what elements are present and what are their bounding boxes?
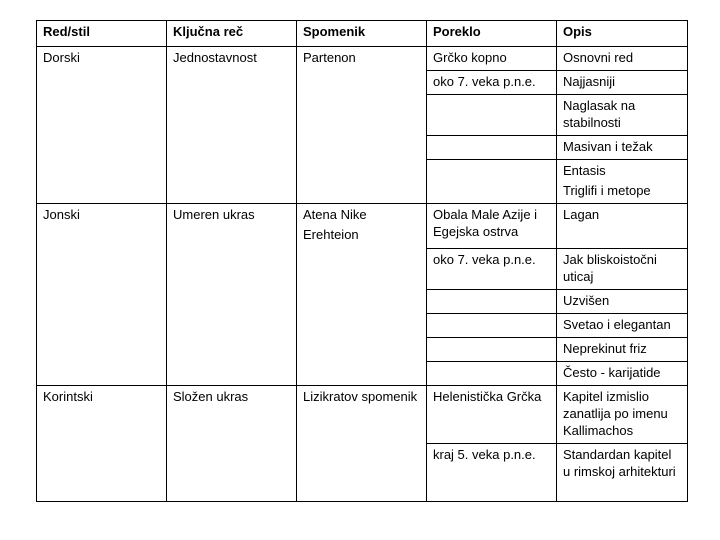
doric-keyword-cell: Jednostavnost xyxy=(167,47,297,204)
corinthian-origin-cell: kraj 5. veka p.n.e. xyxy=(427,444,557,502)
doric-monument-cell: Partenon xyxy=(297,47,427,204)
header-description: Opis xyxy=(557,21,688,47)
ionic-desc-cell: Neprekinut friz xyxy=(557,338,688,362)
ionic-desc-cell: Lagan xyxy=(557,204,688,249)
header-row xyxy=(37,21,688,47)
ionic-origin-empty xyxy=(427,290,557,314)
doric-origin-empty xyxy=(427,95,557,136)
corinthian-desc-cell: Kapitel izmislio zanatlija po imenu Kallimachos xyxy=(557,386,688,444)
doric-desc-cell: Najjasniji xyxy=(557,71,688,95)
table-row xyxy=(37,204,688,249)
ionic-monument-line: Atena Nike xyxy=(303,207,367,222)
corinthian-monument-cell: Lizikratov spomenik xyxy=(297,386,427,502)
doric-desc-line: Triglifi i metope xyxy=(563,183,651,198)
ionic-monument-line: Erehteion xyxy=(303,227,359,242)
header-style: Red/stil xyxy=(37,21,167,47)
table-row xyxy=(37,386,688,444)
ionic-origin-empty xyxy=(427,362,557,386)
doric-desc-cell xyxy=(557,160,688,204)
ionic-style-cell: Jonski xyxy=(37,204,167,386)
doric-origin-empty xyxy=(427,160,557,204)
corinthian-origin-cell: Helenistička Grčka xyxy=(427,386,557,444)
doric-desc-cell: Osnovni red xyxy=(557,47,688,71)
ionic-desc-cell: Često - karijatide xyxy=(557,362,688,386)
ionic-monument-cell xyxy=(297,204,427,386)
ionic-origin-cell: Obala Male Azije i Egejska ostrva xyxy=(427,204,557,249)
ionic-desc-cell: Uzvišen xyxy=(557,290,688,314)
ionic-origin-empty xyxy=(427,314,557,338)
ionic-keyword-cell: Umeren ukras xyxy=(167,204,297,386)
header-monument: Spomenik xyxy=(297,21,427,47)
doric-desc-line: Entasis xyxy=(563,163,606,178)
ionic-desc-cell: Svetao i elegantan xyxy=(557,314,688,338)
corinthian-style-cell: Korintski xyxy=(37,386,167,502)
doric-desc-cell: Masivan i težak xyxy=(557,136,688,160)
doric-origin-empty xyxy=(427,136,557,160)
doric-origin-cell: oko 7. veka p.n.e. xyxy=(427,71,557,95)
header-keyword: Ključna reč xyxy=(167,21,297,47)
corinthian-keyword-cell: Složen ukras xyxy=(167,386,297,502)
ionic-desc-cell: Jak bliskoistočni uticaj xyxy=(557,249,688,290)
doric-desc-cell: Naglasak na stabilnosti xyxy=(557,95,688,136)
ionic-origin-empty xyxy=(427,338,557,362)
table-row xyxy=(37,47,688,71)
corinthian-desc-cell: Standardan kapitel u rimskoj arhitekturi xyxy=(557,444,688,502)
orders-table xyxy=(36,20,688,502)
doric-origin-cell: Grčko kopno xyxy=(427,47,557,71)
header-origin: Poreklo xyxy=(427,21,557,47)
doric-style-cell: Dorski xyxy=(37,47,167,204)
ionic-origin-cell: oko 7. veka p.n.e. xyxy=(427,249,557,290)
